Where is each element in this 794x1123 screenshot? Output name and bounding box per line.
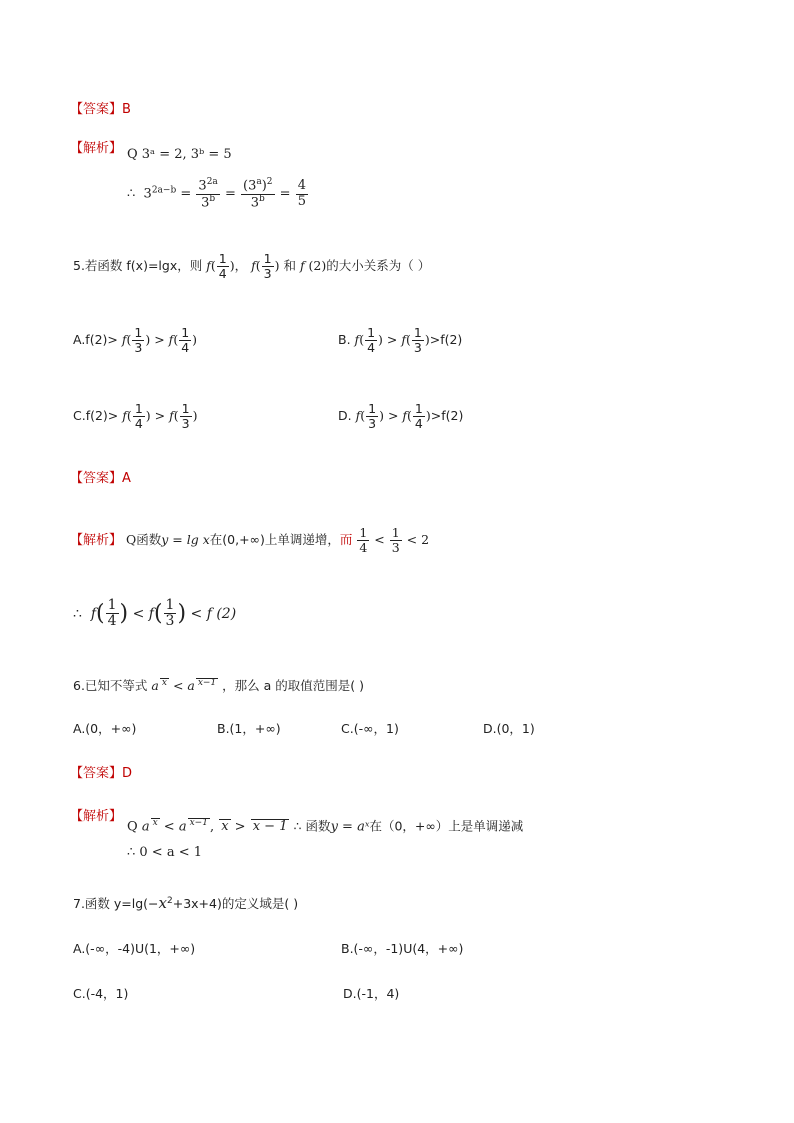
q6-option-c[interactable]: C.(-∞，1): [341, 721, 399, 736]
q4-exp-line1: Q 3ᵃ = 2, 3ᵇ = 5: [127, 147, 232, 162]
therefore-symbol: ∴: [127, 186, 136, 202]
q7-option-b[interactable]: B.(-∞，-1)U(4，+∞): [341, 941, 464, 956]
q7-option-d[interactable]: D.(-1，4): [343, 986, 400, 1001]
q6-exp-line2: ∴ 0 < a < 1: [127, 845, 203, 860]
q6-answer: 【答案】D: [70, 766, 133, 781]
q5-option-a[interactable]: A.f(2)> f( $\frac{1}{3}$ ) > f( $\frac{1}{4}$ ): [73, 325, 198, 355]
q5-explanation: 【解析】 Q函数y = lg x在(0,+∞)上单调递增，而 $\frac{1}{4}$ < $\frac{1}{3}$ < 2: [70, 525, 430, 555]
fraction: $\frac{(3^a)^2}{3^b}$: [242, 177, 273, 210]
q7-stem: 7.函数 $y=\lg(-x^2+3x+4)$的定义域是( ): [73, 894, 299, 912]
q5-option-d[interactable]: D. f( $\frac{1}{3}$ ) > f( $\frac{1}{4}$ )>f(2): [338, 401, 464, 431]
q5-stem: 5.若函数 f(x)=lgx，则 f( $\frac{1}{4}$ )， f( $\frac{1}{3}$ ) 和 f (2)的大小关系为（ ）: [73, 251, 431, 281]
q5-conclusion: ∴ f( $\frac{1}{4}$ ) < f( $\frac{1}{3}$ ) < f (2): [73, 597, 237, 630]
q7-option-c[interactable]: C.(-4，1): [73, 986, 129, 1001]
q6-option-a[interactable]: A.(0，+∞): [73, 721, 137, 736]
q5-option-b[interactable]: B. f( $\frac{1}{4}$ ) > f( $\frac{1}{3}$ )>f(2): [338, 325, 463, 355]
q6-option-b[interactable]: B.(1，+∞): [217, 721, 281, 736]
q4-explanation-label: 【解析】: [70, 141, 123, 156]
q6-option-d[interactable]: D.(0，1): [483, 721, 535, 736]
q6-explanation-label: 【解析】: [70, 809, 123, 824]
answer-label: 【答案】: [70, 102, 123, 117]
q4-exp-line2: ∴ $3^{2a-b}$ = $\frac{3^{2a}}{3^b}$ = $\frac{(3^a)^2}{3^b}$ = $\frac{4}{5}$: [127, 177, 306, 210]
q5-option-c[interactable]: C.f(2)> f( $\frac{1}{4}$ ) > f( $\frac{1}{3}$ ): [73, 401, 198, 431]
q6-stem: 6.已知不等式 a $^x$ < a $^{x-1}$ ，那么 a 的取值范围是( ): [73, 678, 365, 694]
q7-option-a[interactable]: A.(-∞，-4)U(1，+∞): [73, 941, 196, 956]
q5-answer: 【答案】A: [70, 471, 131, 486]
answer-value: B: [122, 102, 131, 117]
fraction: $\frac{3^{2a}}{3^b}$: [198, 177, 218, 210]
q6-exp-line1: Q a $^x$ < a $^{x-1}$ , x > x − 1 ∴ 函数y = aˣ在（0，+∞）上是单调递减: [127, 818, 524, 835]
q4-answer: [70, 103, 131, 116]
fraction: $\frac{4}{5}$: [297, 178, 306, 209]
